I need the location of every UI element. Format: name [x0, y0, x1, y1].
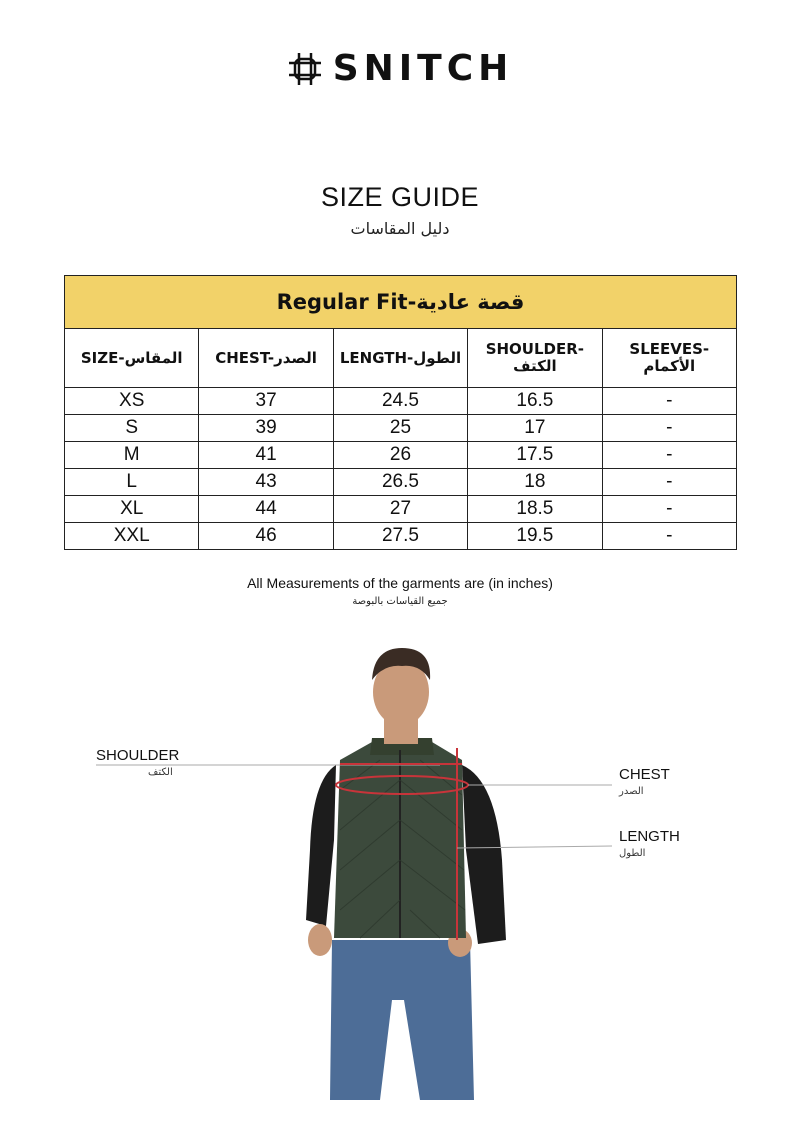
table-cell: 44: [199, 496, 333, 523]
header-row: [65, 329, 737, 388]
table-cell: 18.5: [468, 496, 602, 523]
measurement-note-arabic: جميع القياسات بالبوصة: [352, 596, 448, 607]
column-header: [602, 329, 736, 388]
chest-label: CHEST: [619, 766, 670, 783]
column-header: [65, 329, 199, 388]
column-header-ar: الكتف: [513, 357, 557, 375]
table-cell: 26: [333, 442, 467, 469]
table-cell: 25: [333, 415, 467, 442]
fit-label: Regular Fit-قصة عادية: [65, 276, 737, 329]
table-row: [65, 469, 737, 496]
column-header: [468, 329, 602, 388]
table-cell: -: [602, 496, 736, 523]
column-header-en: LENGTH-: [339, 348, 414, 367]
table-cell: M: [65, 442, 199, 469]
table-row: [65, 496, 737, 523]
column-header-en: SLEEVES-: [629, 340, 710, 358]
brand-name: SNITCH: [332, 48, 514, 89]
table-cell: 26.5: [333, 469, 467, 496]
column-header-en: SHOULDER-: [485, 340, 585, 358]
table-cell: 18: [468, 469, 602, 496]
brand-logo: [0, 48, 800, 89]
table-cell: XXL: [65, 523, 199, 550]
table-body: [65, 388, 737, 550]
table-cell: -: [602, 388, 736, 415]
table-cell: XS: [65, 388, 199, 415]
column-header-ar: الطول: [413, 348, 462, 367]
table-cell: -: [602, 415, 736, 442]
table-row: [65, 415, 737, 442]
table-cell: L: [65, 469, 199, 496]
table-cell: 17: [468, 415, 602, 442]
chest-label-arabic: الصدر: [619, 786, 644, 797]
table-row: [65, 388, 737, 415]
shoulder-label: SHOULDER: [96, 747, 180, 764]
table-cell: 17.5: [468, 442, 602, 469]
table-cell: 37: [199, 388, 333, 415]
measurement-note: All Measurements of the garments are (in inches): [247, 575, 553, 591]
fit-row: [65, 276, 737, 329]
length-label-arabic: الطول: [619, 848, 646, 859]
table-cell: 27: [333, 496, 467, 523]
table-cell: S: [65, 415, 199, 442]
page-title-arabic: دليل المقاسات: [350, 219, 450, 238]
table-cell: 39: [199, 415, 333, 442]
table-cell: XL: [65, 496, 199, 523]
column-header-ar: الأكمام: [643, 357, 696, 375]
table-row: [65, 523, 737, 550]
table-cell: -: [602, 469, 736, 496]
page-title: SIZE GUIDE: [320, 182, 480, 212]
table-cell: -: [602, 442, 736, 469]
table-cell: -: [602, 523, 736, 550]
table-row: [65, 442, 737, 469]
table-cell: 16.5: [468, 388, 602, 415]
size-table: [64, 275, 737, 550]
hash-grid-logo-icon: [287, 51, 323, 87]
column-header-ar: الصدر: [274, 348, 317, 367]
table-cell: 43: [199, 469, 333, 496]
table-cell: 27.5: [333, 523, 467, 550]
model-illustration: [0, 640, 800, 1120]
shoulder-label-arabic: الكتف: [148, 767, 173, 778]
column-header: [199, 329, 333, 388]
column-header-en: CHEST-: [215, 348, 275, 367]
table-cell: 19.5: [468, 523, 602, 550]
column-header: [333, 329, 467, 388]
model-figure: [0, 640, 800, 1120]
length-label: LENGTH: [619, 828, 680, 845]
table-cell: 41: [199, 442, 333, 469]
column-header-ar: المقاس: [124, 348, 183, 367]
table-cell: 24.5: [333, 388, 467, 415]
table-cell: 46: [199, 523, 333, 550]
column-header-en: SIZE-: [80, 348, 125, 367]
